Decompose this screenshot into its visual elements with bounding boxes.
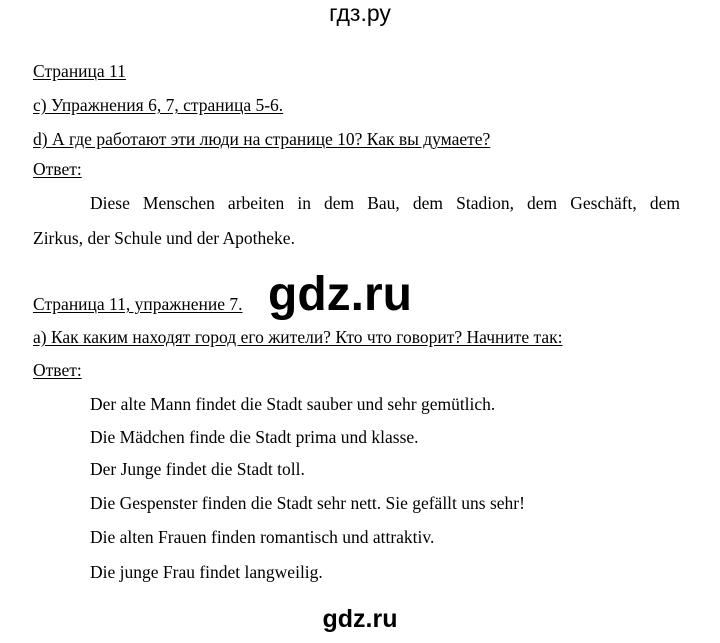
answer-line: Die Gespenster finden die Stadt sehr nett. Sie gefällt uns sehr! [90,493,525,513]
task-a: a) Как каким находят город его жители? Кто что говорит? Начните так: [33,327,563,347]
page-reference: Страница 11 [33,61,126,81]
answer-label: Ответ: [33,360,82,380]
answer-label: Ответ: [33,159,82,179]
answer-line: Die alten Frauen finden romantisch und attraktiv. [90,527,435,547]
task-c: c) Упражнения 6, 7, страница 5-6. [33,95,284,115]
watermark-logo: gdz.ru [268,268,412,321]
footer-watermark: gdz.ru [322,605,398,633]
site-header: гдз.ру [329,0,391,26]
answer-line: Die junge Frau findet langweilig. [90,562,323,582]
answer-paragraph-line-1: Diese Menschen arbeiten in dem Bau, dem Stadion, dem Geschäft, dem [90,193,680,213]
page-exercise-reference: Страница 11, упражнение 7. [33,294,243,314]
answer-line: Der Junge findet die Stadt toll. [90,459,305,479]
answer-paragraph-line-2: Zirkus, der Schule und der Apotheke. [33,228,295,248]
answer-line: Die Mädchen finde die Stadt prima und klasse. [90,427,419,447]
answer-line: Der alte Mann findet die Stadt sauber und sehr gemütlich. [90,394,496,414]
task-d: d) А где работают эти люди на странице 10? Как вы думаете? [33,129,491,149]
